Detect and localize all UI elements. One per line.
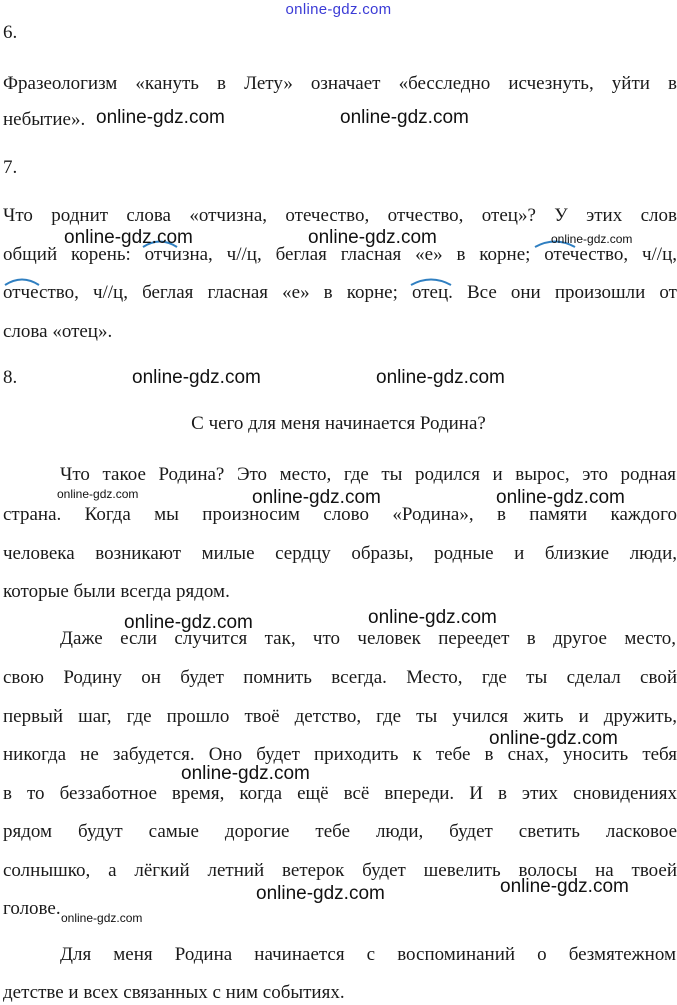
watermark: online-gdz.com — [340, 107, 469, 128]
watermark: online-gdz.com — [551, 232, 633, 246]
essay-line-2: страна. Когда мы произносим слово «Родина», в памяти каждого — [3, 504, 677, 525]
watermark: online-gdz.com — [181, 763, 310, 784]
watermark: online-gdz.com — [500, 876, 629, 897]
watermark: online-gdz.com — [57, 487, 139, 501]
essay-line-1: Что такое Родина? Это место, где ты родился и вырос, это родная — [60, 464, 676, 485]
essay-line-11: солнышко, а лёгкий летний ветерок будет шевелить волосы на твоей — [3, 860, 677, 881]
task-7-line-3: отчество, ч//ц, беглая гласная «е» в корне; отец. Все они произошли от — [3, 282, 677, 303]
watermark: online-gdz.com — [252, 487, 381, 508]
essay-title: С чего для меня начинается Родина? — [191, 413, 486, 434]
watermark: online-gdz.com — [61, 911, 143, 925]
essay-line-4: которые были всегда рядом. — [3, 581, 230, 602]
task-7-line-1: Что роднит слова «отчизна, отечество, отчество, отец»? У этих слов — [3, 205, 677, 226]
essay-line-7: первый шаг, где прошло твоё детство, где ты учился жить и дружить, — [3, 706, 677, 727]
task-6-number: 6. — [3, 22, 18, 43]
essay-line-3: человека возникают милые сердцу образы, родные и близкие люди, — [3, 543, 677, 564]
watermark: online-gdz.com — [376, 367, 505, 388]
essay-line-6: свою Родину он будет помнить всегда. Место, где ты сделал свой — [3, 667, 677, 688]
header-site-link[interactable]: online-gdz.com — [285, 1, 392, 18]
watermark: online-gdz.com — [489, 728, 618, 749]
essay-line-13: Для меня Родина начинается с воспоминаний о безмятежном — [60, 944, 676, 965]
task-8-number: 8. — [3, 367, 18, 388]
essay-line-9: в то беззаботное время, когда ещё всё впереди. И в этих сновидениях — [3, 783, 677, 804]
watermark: online-gdz.com — [64, 227, 193, 248]
watermark: online-gdz.com — [256, 883, 385, 904]
watermark: online-gdz.com — [132, 367, 261, 388]
task-7-line-2: общий корень: отчизна, ч//ц, беглая гласная «е» в корне; отечество, ч//ц, — [3, 244, 677, 265]
essay-line-8: никогда не забудется. Оно будет приходить к тебе в снах, уносить тебя — [3, 744, 677, 765]
essay-line-5: Даже если случится так, что человек переедет в другое место, — [60, 628, 676, 649]
essay-line-12: голове. — [3, 898, 61, 919]
watermark: online-gdz.com — [308, 227, 437, 248]
watermark: online-gdz.com — [96, 107, 225, 128]
watermark: online-gdz.com — [368, 607, 497, 628]
task-7-line-4: слова «отец». — [3, 321, 113, 342]
task-6-line-1: Фразеологизм «кануть в Лету» означает «бесследно исчезнуть, уйти в — [3, 73, 677, 94]
task-6-line-2: небытие». — [3, 109, 86, 130]
watermark: online-gdz.com — [124, 612, 253, 633]
essay-line-14: детстве и всех связанных с ним событиях. — [3, 982, 345, 1003]
essay-line-10: рядом будут самые дорогие тебе люди, будет светить ласковое — [3, 821, 677, 842]
watermark: online-gdz.com — [496, 487, 625, 508]
task-7-number: 7. — [3, 157, 18, 178]
